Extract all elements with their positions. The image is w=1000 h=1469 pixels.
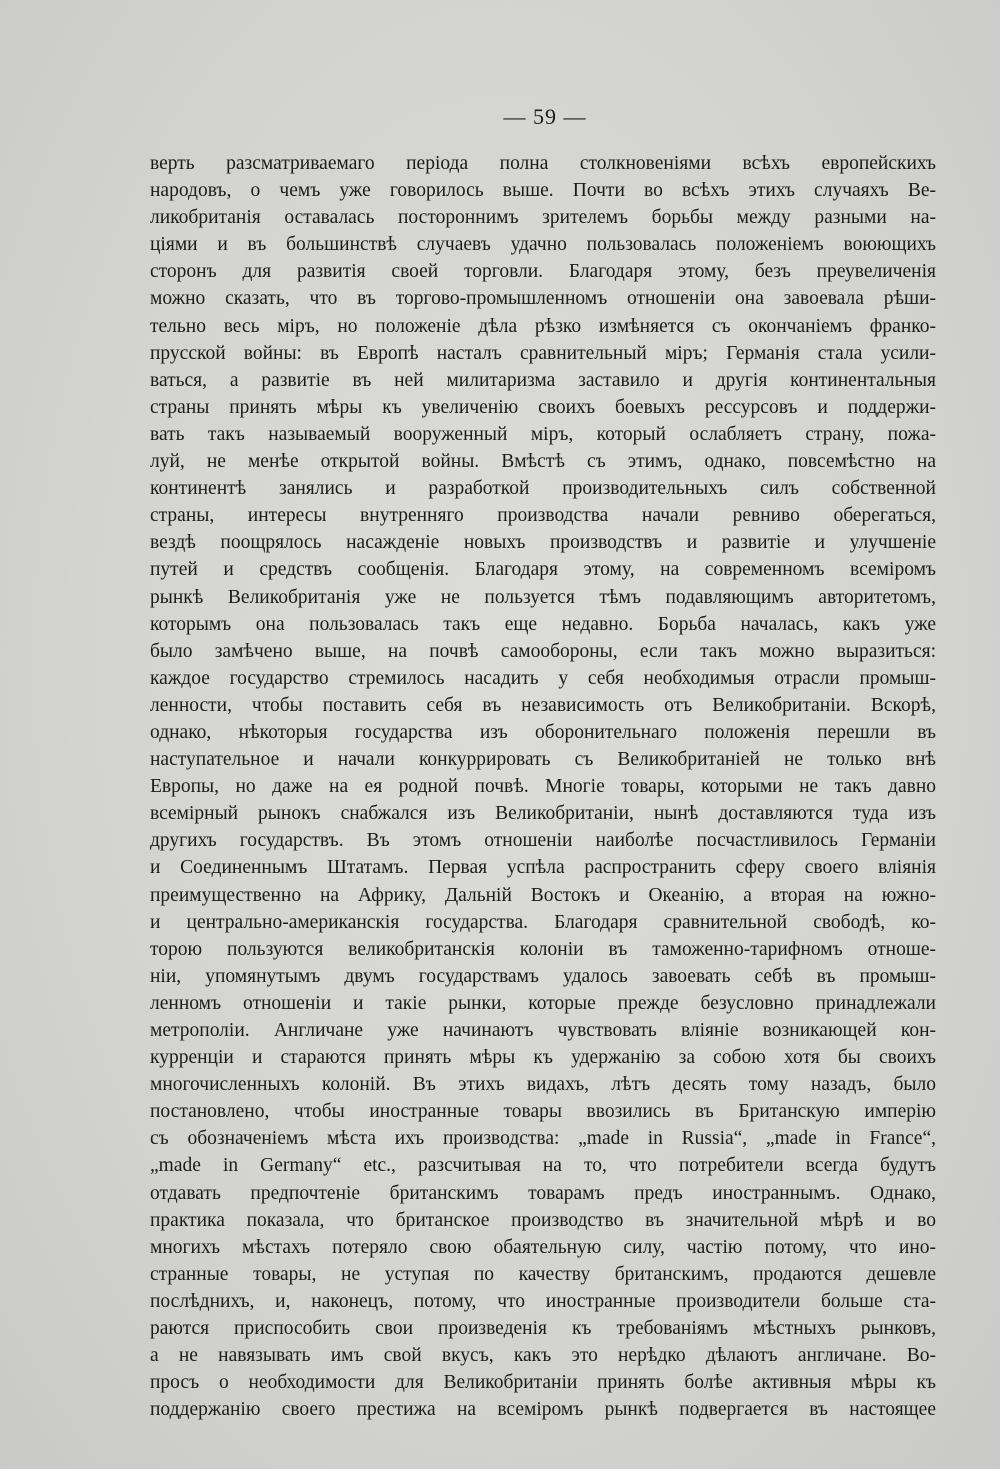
text-line: ваться, а развитіе въ ней милитаризма заставило и другія континентальныя — [150, 369, 936, 391]
text-line: ціями и въ большинствѣ случаевъ удачно пользовалась положеніемъ воюющихъ — [150, 234, 936, 256]
text-line: многочисленныхъ колоній. Въ этихъ видахъ, лѣтъ десять тому назадъ, было — [150, 1074, 936, 1096]
text-line: сторонъ для развитія своей торговли. Благодаря этому, безъ преувеличенія — [150, 261, 936, 283]
text-line: курренціи и стараются принять мѣры къ удержанію за собою хотя бы своихъ — [150, 1047, 936, 1069]
text-line: наступательное и начали конкуррировать съ Великобританіей не только внѣ — [150, 749, 936, 771]
text-line: прусской войны: въ Европѣ насталъ сравнительный міръ; Германія стала усили- — [150, 342, 936, 364]
page-number: — 59 — — [503, 104, 587, 129]
text-line: преимущественно на Африку, Дальній Востокъ и Океанію, а вторая на южно- — [150, 884, 936, 906]
text-line: которымъ она пользовалась такъ еще недавно. Борьба началась, какъ уже — [150, 613, 936, 635]
text-line: можно сказать, что въ торгово-промышленномъ отношеніи она завоевала рѣши- — [150, 288, 936, 310]
text-line: многихъ мѣстахъ потеряло свою обаятельную силу, частію потому, что ино- — [150, 1236, 936, 1258]
text-line: ленномъ отношеніи и такіе рынки, которые прежде безусловно принадлежали — [150, 992, 936, 1014]
text-line: Европы, но даже на ея родной почвѣ. Многіе товары, которыми не такъ давно — [150, 776, 936, 798]
text-line: каждое государство стремилось насадить у себя необходимыя отрасли промыш- — [150, 667, 936, 689]
text-line: было замѣчено выше, на почвѣ самообороны, если такъ можно выразиться: — [150, 640, 936, 662]
text-line: ликобританія оставалась постороннимъ зрителемъ борьбы между разными на- — [150, 207, 936, 229]
text-line: вездѣ поощрялось насажденіе новыхъ производствъ и развитіе и улучшеніе — [150, 532, 936, 554]
text-line: метрополіи. Англичане уже начинаютъ чувствовать вліяніе возникающей кон- — [150, 1020, 936, 1041]
text-line: практика показала, что британское производство въ значительной мѣрѣ и во — [150, 1209, 936, 1231]
text-line: съ обозначеніемъ мѣста ихъ производства: „made in Russia“, „made in France“, — [150, 1128, 936, 1150]
text-line: странные товары, не уступая по качеству британскимъ, продаются дешевле — [150, 1263, 936, 1285]
text-line: всеміpный рынокъ снабжался изъ Великобританіи, нынѣ доставляются туда изъ — [150, 803, 936, 825]
text-line: рынкѣ Великобританія уже не пользуется тѣмъ подавляющимъ авторитетомъ, — [150, 586, 936, 608]
text-line: „made in Germany“ etc., разсчитывая на то, что потребители всегда будутъ — [150, 1155, 936, 1177]
text-line: ніи, упомянутымъ двумъ государствамъ удалось завоевать себѣ въ промыш- — [150, 965, 936, 987]
text-line: поддержанію своего престижа на всеміромъ рынкѣ подвергается въ настоящее — [150, 1399, 936, 1421]
text-line: путей и средствъ сообщенія. Благодаря этому, на современномъ всеміромъ — [150, 559, 936, 581]
text-line: раются приспособить свои произведенія къ требованіямъ мѣстныхъ рынковъ, — [150, 1318, 936, 1340]
text-line: тельно весь міръ, но положеніе дѣла рѣзко измѣняется съ окончаніемъ франко- — [150, 315, 936, 337]
text-line: и Соединеннымъ Штатамъ. Первая успѣла распространить сферу своего вліянія — [150, 857, 936, 879]
text-line: континентѣ занялись и разработкой производительныхъ силъ собственной — [150, 478, 936, 500]
text-line: народовъ, о чемъ уже говорилось выше. Почти во всѣхъ этихъ случаяхъ Ве- — [150, 180, 936, 202]
text-line: послѣднихъ, и, наконецъ, потому, что иностранные производители больше ста- — [150, 1290, 936, 1312]
text-line: ленности, чтобы поставить себя въ независимость отъ Великобританіи. Вскорѣ, — [150, 694, 936, 716]
text-line: просъ о необходимости для Великобританіи принять болѣе активныя мѣры къ — [150, 1372, 936, 1394]
body-text — [150, 150, 936, 1423]
text-line: а не навязывать имъ свой вкусъ, какъ это нерѣдко дѣлаютъ англичане. Во- — [150, 1345, 936, 1367]
text-line: луй, не менѣе открытой войны. Вмѣстѣ съ этимъ, однако, повсемѣстно на — [150, 451, 936, 473]
text-line: отдавать предпочтеніе британскимъ товарамъ предъ иностраннымъ. Однако, — [150, 1182, 936, 1204]
text-line: постановлено, чтобы иностранные товары ввозились въ Британскую имперію — [150, 1101, 936, 1123]
text-line: торою пользуются великобританскія колоніи въ таможенно-тарифномъ отноше- — [150, 938, 936, 960]
text-line: верть разсматриваемаго періода полна столкновеніями всѣхъ европейскихъ — [150, 153, 936, 174]
text-line: страны, интересы внутренняго производства начали ревниво оберегаться, — [150, 505, 936, 527]
text-line: и центрально-американскія государства. Благодаря сравнительной свободѣ, ко- — [150, 911, 936, 933]
text-line: другихъ государствъ. Въ этомъ отношеніи наиболѣе посчастливилось Германіи — [150, 830, 936, 852]
text-line: однако, нѣкоторыя государства изъ оборонительнаго положенія перешли въ — [150, 721, 936, 743]
text-line: вать такъ называемый вооруженный міръ, который ослабляетъ страну, пожа- — [150, 423, 936, 445]
text-line: страны принять мѣры къ увеличенію своихъ боевыхъ рессурсовъ и поддержи- — [150, 396, 936, 418]
